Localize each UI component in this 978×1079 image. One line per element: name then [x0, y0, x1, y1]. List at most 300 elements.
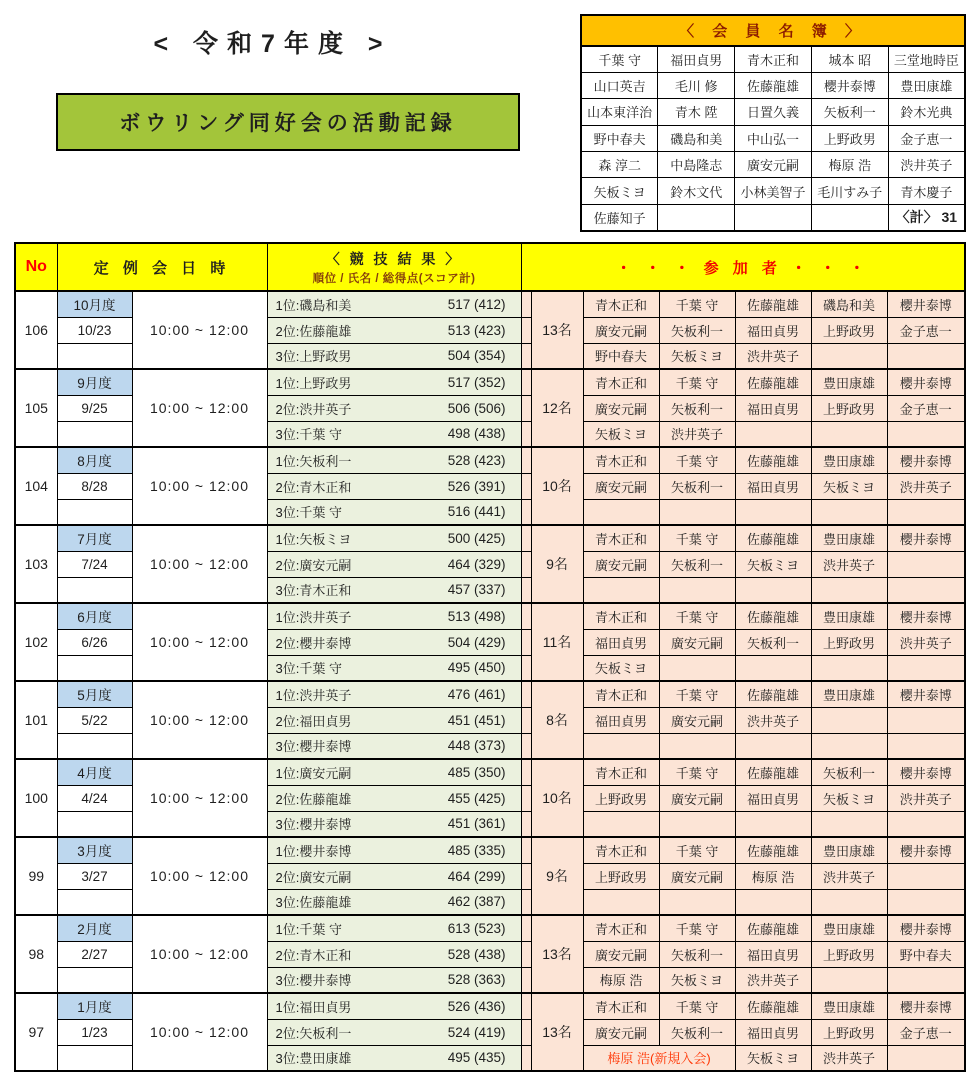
spacer-cell	[521, 733, 531, 759]
result-rank-name: 1位:櫻井泰博	[275, 843, 352, 859]
participant-cell: 青木正和	[583, 993, 659, 1019]
result-score: 500 (425)	[447, 530, 506, 546]
result-cell	[267, 837, 521, 863]
date-empty-cell	[57, 343, 132, 369]
date-empty-cell	[57, 499, 132, 525]
participant-cell	[811, 421, 887, 447]
spacer-cell	[521, 603, 531, 629]
roster-member-cell: 上野政男	[811, 125, 888, 151]
roster-member-cell: 渋井英子	[888, 152, 965, 178]
participant-cell: 廣安元嗣	[583, 941, 659, 967]
result-score: 504 (429)	[447, 634, 506, 650]
meeting-number-cell: 98	[15, 915, 57, 993]
result-cell	[267, 317, 521, 343]
participant-cell: 渋井英子	[887, 473, 965, 499]
participant-cell: 矢板利一	[659, 317, 735, 343]
participant-cell: 廣安元嗣	[659, 707, 735, 733]
date-cell: 10/23	[57, 317, 132, 343]
meeting-row	[15, 759, 965, 785]
roster-member-cell: 山口英吉	[581, 72, 658, 98]
participant-cell	[887, 421, 965, 447]
time-cell: 10:00 ~ 12:00	[132, 837, 267, 915]
participant-cell: 豊田康雄	[811, 603, 887, 629]
month-cell: 10月度	[57, 291, 132, 317]
roster-member-cell	[735, 204, 812, 230]
date-cell: 9/25	[57, 395, 132, 421]
column-header-results	[267, 243, 521, 291]
participant-cell: 櫻井泰博	[887, 603, 965, 629]
time-cell: 10:00 ~ 12:00	[132, 915, 267, 993]
participant-cell	[811, 811, 887, 837]
month-cell: 8月度	[57, 447, 132, 473]
participant-cell: 青木正和	[583, 603, 659, 629]
result-rank-name: 3位:櫻井泰博	[275, 973, 352, 989]
time-cell: 10:00 ~ 12:00	[132, 603, 267, 681]
participant-cell: 矢板ミヨ	[583, 655, 659, 681]
result-rank-name: 1位:福田貞男	[275, 999, 352, 1015]
roster-member-cell	[811, 204, 888, 230]
date-cell: 5/22	[57, 707, 132, 733]
meeting-row	[15, 525, 965, 551]
participant-cell: 矢板利一	[735, 629, 811, 655]
participant-cell	[887, 967, 965, 993]
roster-row	[581, 46, 965, 72]
participant-cell: 佐藤龍雄	[735, 837, 811, 863]
result-rank-name: 3位:櫻井泰博	[275, 739, 352, 755]
roster-row	[581, 125, 965, 151]
result-score: 448 (373)	[447, 738, 506, 754]
participant-count-cell: 13名	[531, 993, 583, 1071]
result-score: 455 (425)	[447, 790, 506, 806]
participant-cell: 佐藤龍雄	[735, 447, 811, 473]
spacer-cell	[521, 551, 531, 577]
participant-cell	[811, 499, 887, 525]
roster-member-cell: 三堂地時臣	[888, 46, 965, 72]
roster-member-cell: 矢板利一	[811, 99, 888, 125]
participant-cell: 金子恵一	[887, 1019, 965, 1045]
participant-cell: 廣安元嗣	[659, 863, 735, 889]
result-rank-name: 2位:福田貞男	[275, 713, 352, 729]
result-score: 516 (441)	[447, 504, 506, 520]
participant-cell: 上野政男	[583, 863, 659, 889]
roster-member-cell: 青木 陞	[658, 99, 735, 125]
result-rank-name: 3位:青木正和	[275, 583, 352, 599]
roster-member-cell: 鈴木光典	[888, 99, 965, 125]
meeting-number-cell: 99	[15, 837, 57, 915]
participant-cell: 千葉 守	[659, 291, 735, 317]
participant-cell	[735, 811, 811, 837]
participant-cell	[583, 889, 659, 915]
participant-cell: 渋井英子	[735, 967, 811, 993]
participant-cell	[735, 889, 811, 915]
date-cell: 8/28	[57, 473, 132, 499]
result-score: 476 (461)	[447, 686, 506, 702]
participant-cell: 佐藤龍雄	[735, 369, 811, 395]
meeting-number-cell: 103	[15, 525, 57, 603]
column-header-participants: ・ ・ ・ 参 加 者 ・ ・ ・	[521, 243, 965, 291]
spacer-cell	[521, 863, 531, 889]
participant-cell	[659, 733, 735, 759]
participant-cell	[735, 655, 811, 681]
participant-cell	[887, 577, 965, 603]
month-cell: 1月度	[57, 993, 132, 1019]
participant-cell	[583, 811, 659, 837]
participant-cell: 櫻井泰博	[887, 525, 965, 551]
spacer-cell	[521, 655, 531, 681]
participant-cell	[583, 577, 659, 603]
participant-cell: 櫻井泰博	[887, 681, 965, 707]
participant-cell: 佐藤龍雄	[735, 525, 811, 551]
result-score: 613 (523)	[447, 920, 506, 936]
spacer-cell	[521, 993, 531, 1019]
participant-cell	[583, 499, 659, 525]
meeting-number-cell: 104	[15, 447, 57, 525]
result-rank-name: 1位:矢板ミヨ	[275, 531, 352, 547]
roster-member-cell	[658, 204, 735, 230]
participant-cell: 福田貞男	[583, 707, 659, 733]
participant-cell: 青木正和	[583, 759, 659, 785]
result-cell	[267, 785, 521, 811]
participant-cell: 千葉 守	[659, 603, 735, 629]
result-cell	[267, 1045, 521, 1071]
time-cell: 10:00 ~ 12:00	[132, 291, 267, 369]
result-score: 506 (506)	[447, 400, 506, 416]
participant-cell: 佐藤龍雄	[735, 291, 811, 317]
page-title: < 令和7年度 >	[153, 30, 392, 58]
result-rank-name: 1位:廣安元嗣	[275, 765, 352, 781]
column-header-no: No	[15, 243, 57, 291]
participant-cell	[811, 707, 887, 733]
spacer-cell	[521, 343, 531, 369]
participant-cell: 上野政男	[811, 1019, 887, 1045]
date-empty-cell	[57, 421, 132, 447]
roster-member-cell: 小林美智子	[735, 178, 812, 204]
participant-cell	[659, 499, 735, 525]
result-rank-name: 2位:廣安元嗣	[275, 869, 352, 885]
roster-header-row	[581, 15, 965, 46]
participant-cell: 青木正和	[583, 837, 659, 863]
participant-cell: 千葉 守	[659, 369, 735, 395]
roster-total-cell: 〈計〉 31	[888, 204, 965, 230]
participant-cell: 矢板利一	[659, 941, 735, 967]
roster-row	[581, 178, 965, 204]
result-score: 517 (352)	[447, 374, 506, 390]
result-rank-name: 2位:矢板利一	[275, 1025, 352, 1041]
participant-cell: 矢板利一	[659, 473, 735, 499]
participant-cell: 渋井英子	[811, 863, 887, 889]
participant-cell: 福田貞男	[735, 395, 811, 421]
result-score: 528 (423)	[447, 452, 506, 468]
date-cell: 3/27	[57, 863, 132, 889]
participant-cell	[887, 889, 965, 915]
participant-cell	[735, 421, 811, 447]
roster-member-cell: 矢板ミヨ	[581, 178, 658, 204]
date-empty-cell	[57, 733, 132, 759]
spacer-cell	[521, 759, 531, 785]
participant-cell: 野中春夫	[583, 343, 659, 369]
roster-member-cell: 佐藤知子	[581, 204, 658, 230]
participant-cell	[659, 577, 735, 603]
roster-body	[581, 46, 965, 231]
result-cell	[267, 499, 521, 525]
roster-member-cell: 森 淳二	[581, 152, 658, 178]
participant-cell: 渋井英子	[811, 551, 887, 577]
participant-count-cell: 12名	[531, 369, 583, 447]
roster-row	[581, 99, 965, 125]
column-header-datetime: 定 例 会 日 時	[57, 243, 267, 291]
participant-cell: 矢板利一	[659, 551, 735, 577]
date-cell: 7/24	[57, 551, 132, 577]
participant-cell: 矢板ミヨ	[811, 785, 887, 811]
meeting-row	[15, 681, 965, 707]
participant-cell: 矢板ミヨ	[811, 473, 887, 499]
roster-member-cell: 野中春夫	[581, 125, 658, 151]
result-score: 513 (423)	[447, 322, 506, 338]
roster-member-cell: 青木正和	[735, 46, 812, 72]
participant-cell: 廣安元嗣	[583, 1019, 659, 1045]
participant-cell: 青木正和	[583, 291, 659, 317]
participant-cell: 渋井英子	[811, 1045, 887, 1071]
participant-cell: 青木正和	[583, 681, 659, 707]
participant-cell: 千葉 守	[659, 915, 735, 941]
participant-cell: 渋井英子	[659, 421, 735, 447]
participant-cell: 櫻井泰博	[887, 993, 965, 1019]
roster-member-cell: 日置久義	[735, 99, 812, 125]
participant-cell: 渋井英子	[735, 707, 811, 733]
participant-cell: 福田貞男	[735, 317, 811, 343]
meeting-row	[15, 915, 965, 941]
result-cell	[267, 941, 521, 967]
participant-cell: 矢板利一	[659, 395, 735, 421]
meeting-row	[15, 603, 965, 629]
participant-cell	[887, 1045, 965, 1071]
result-rank-name: 2位:佐藤龍雄	[275, 791, 352, 807]
spacer-cell	[521, 499, 531, 525]
roster-member-cell: 千葉 守	[581, 46, 658, 72]
participant-cell: 磯島和美	[811, 291, 887, 317]
participant-cell	[583, 733, 659, 759]
result-score: 451 (361)	[447, 816, 506, 832]
results-header-title: 〈 競 技 結 果 〉	[325, 250, 463, 267]
participant-cell: 櫻井泰博	[887, 369, 965, 395]
participant-cell: 矢板ミヨ	[735, 551, 811, 577]
participant-count-cell: 10名	[531, 759, 583, 837]
participant-cell: 矢板ミヨ	[659, 343, 735, 369]
roster-member-cell: 鈴木文代	[658, 178, 735, 204]
participant-cell: 矢板利一	[659, 1019, 735, 1045]
participant-cell: 千葉 守	[659, 759, 735, 785]
participant-cell: 渋井英子	[735, 343, 811, 369]
roster-member-cell: 梅原 浩	[811, 152, 888, 178]
spacer-cell	[521, 629, 531, 655]
spacer-cell	[521, 681, 531, 707]
participant-cell: 上野政男	[811, 317, 887, 343]
result-cell	[267, 1019, 521, 1045]
result-score: 485 (350)	[447, 764, 506, 780]
month-cell: 3月度	[57, 837, 132, 863]
roster-title: 〈 会 員 名 簿 〉	[581, 15, 965, 46]
participant-cell: 廣安元嗣	[583, 551, 659, 577]
participant-cell	[811, 343, 887, 369]
roster-member-cell: 山本東洋治	[581, 99, 658, 125]
participant-cell: 廣安元嗣	[583, 317, 659, 343]
meeting-row	[15, 447, 965, 473]
result-rank-name: 2位:青木正和	[275, 947, 352, 963]
meeting-row	[15, 369, 965, 395]
result-score: 462 (387)	[447, 894, 506, 910]
roster-member-cell: 廣安元嗣	[735, 152, 812, 178]
results-header-subtitle: 順位 / 氏名 / 総得点(スコア計)	[312, 272, 476, 285]
result-cell	[267, 343, 521, 369]
participant-cell: 櫻井泰博	[887, 915, 965, 941]
result-rank-name: 2位:佐藤龍雄	[275, 323, 352, 339]
roster-member-cell: 城本 昭	[811, 46, 888, 72]
participant-cell	[659, 655, 735, 681]
participant-cell: 佐藤龍雄	[735, 759, 811, 785]
spacer-cell	[521, 1019, 531, 1045]
participant-cell	[735, 499, 811, 525]
meeting-number-cell: 97	[15, 993, 57, 1071]
result-score: 485 (335)	[447, 842, 506, 858]
participant-cell	[811, 967, 887, 993]
result-cell	[267, 655, 521, 681]
spacer-cell	[521, 941, 531, 967]
participant-count-cell: 9名	[531, 837, 583, 915]
result-score: 528 (363)	[447, 972, 506, 988]
time-cell: 10:00 ~ 12:00	[132, 369, 267, 447]
participant-cell: 櫻井泰博	[887, 837, 965, 863]
roster-member-cell: 毛川 修	[658, 72, 735, 98]
participant-cell: 豊田康雄	[811, 447, 887, 473]
participant-cell: 櫻井泰博	[887, 291, 965, 317]
participant-cell	[735, 733, 811, 759]
result-score: 495 (435)	[447, 1050, 506, 1066]
activity-record-banner: ボウリング同好会の活動記録	[56, 93, 520, 151]
participant-cell	[887, 811, 965, 837]
participant-cell	[811, 889, 887, 915]
spacer-cell	[521, 577, 531, 603]
participant-cell: 矢板ミヨ	[583, 421, 659, 447]
month-cell: 5月度	[57, 681, 132, 707]
spacer-cell	[521, 811, 531, 837]
result-cell	[267, 863, 521, 889]
participant-cell: 野中春夫	[887, 941, 965, 967]
participant-cell	[811, 733, 887, 759]
participant-cell: 豊田康雄	[811, 837, 887, 863]
participant-cell: 青木正和	[583, 915, 659, 941]
roster-row	[581, 204, 965, 230]
result-score: 524 (419)	[447, 1024, 506, 1040]
result-rank-name: 1位:矢板利一	[275, 453, 352, 469]
spacer-cell	[521, 1045, 531, 1071]
member-roster-table	[580, 14, 966, 232]
participant-cell: 豊田康雄	[811, 525, 887, 551]
date-empty-cell	[57, 577, 132, 603]
participant-cell	[887, 863, 965, 889]
participant-cell: 福田貞男	[735, 941, 811, 967]
result-score: 528 (438)	[447, 946, 506, 962]
participant-cell: 渋井英子	[887, 629, 965, 655]
time-cell: 10:00 ~ 12:00	[132, 993, 267, 1071]
participant-cell: 梅原 浩	[583, 967, 659, 993]
month-cell: 6月度	[57, 603, 132, 629]
participant-cell	[659, 889, 735, 915]
result-rank-name: 2位:廣安元嗣	[275, 557, 352, 573]
result-cell	[267, 759, 521, 785]
result-cell	[267, 525, 521, 551]
roster-member-cell: 磯島和美	[658, 125, 735, 151]
participant-cell: 梅原 浩(新規入会)	[583, 1045, 735, 1071]
result-rank-name: 1位:磯島和美	[275, 297, 352, 313]
result-score: 498 (438)	[447, 426, 506, 442]
participant-cell: 青木正和	[583, 525, 659, 551]
participant-cell	[735, 577, 811, 603]
participant-cell: 櫻井泰博	[887, 759, 965, 785]
result-cell	[267, 447, 521, 473]
result-rank-name: 2位:櫻井泰博	[275, 635, 352, 651]
result-cell	[267, 551, 521, 577]
result-cell	[267, 707, 521, 733]
result-cell	[267, 915, 521, 941]
roster-member-cell: 毛川すみ子	[811, 178, 888, 204]
participant-cell	[887, 707, 965, 733]
result-cell	[267, 369, 521, 395]
result-cell	[267, 811, 521, 837]
result-score: 513 (498)	[447, 608, 506, 624]
spacer-cell	[521, 421, 531, 447]
participant-cell: 廣安元嗣	[659, 785, 735, 811]
roster-member-cell: 豊田康雄	[888, 72, 965, 98]
result-cell	[267, 681, 521, 707]
meeting-number-cell: 101	[15, 681, 57, 759]
spacer-cell	[521, 785, 531, 811]
participant-cell: 廣安元嗣	[659, 629, 735, 655]
meeting-row	[15, 837, 965, 863]
meeting-number-cell: 106	[15, 291, 57, 369]
roster-member-cell: 中山弘一	[735, 125, 812, 151]
date-cell: 2/27	[57, 941, 132, 967]
participant-cell	[887, 551, 965, 577]
time-cell: 10:00 ~ 12:00	[132, 525, 267, 603]
result-cell	[267, 993, 521, 1019]
result-cell	[267, 733, 521, 759]
participant-cell: 千葉 守	[659, 993, 735, 1019]
roster-row	[581, 72, 965, 98]
participant-cell: 豊田康雄	[811, 993, 887, 1019]
spacer-cell	[521, 837, 531, 863]
participant-cell	[659, 811, 735, 837]
roster-member-cell: 金子恵一	[888, 125, 965, 151]
participant-count-cell: 8名	[531, 681, 583, 759]
result-cell	[267, 967, 521, 993]
result-cell	[267, 629, 521, 655]
participant-cell: 梅原 浩	[735, 863, 811, 889]
participant-cell: 渋井英子	[887, 785, 965, 811]
participant-cell: 上野政男	[811, 629, 887, 655]
time-cell: 10:00 ~ 12:00	[132, 759, 267, 837]
date-empty-cell	[57, 967, 132, 993]
date-cell: 6/26	[57, 629, 132, 655]
participant-cell: 福田貞男	[735, 473, 811, 499]
roster-row	[581, 152, 965, 178]
date-empty-cell	[57, 811, 132, 837]
participant-cell: 青木正和	[583, 447, 659, 473]
participant-count-cell: 11名	[531, 603, 583, 681]
meeting-number-cell: 102	[15, 603, 57, 681]
spacer-cell	[521, 915, 531, 941]
result-score: 526 (391)	[447, 478, 506, 494]
meeting-row	[15, 291, 965, 317]
